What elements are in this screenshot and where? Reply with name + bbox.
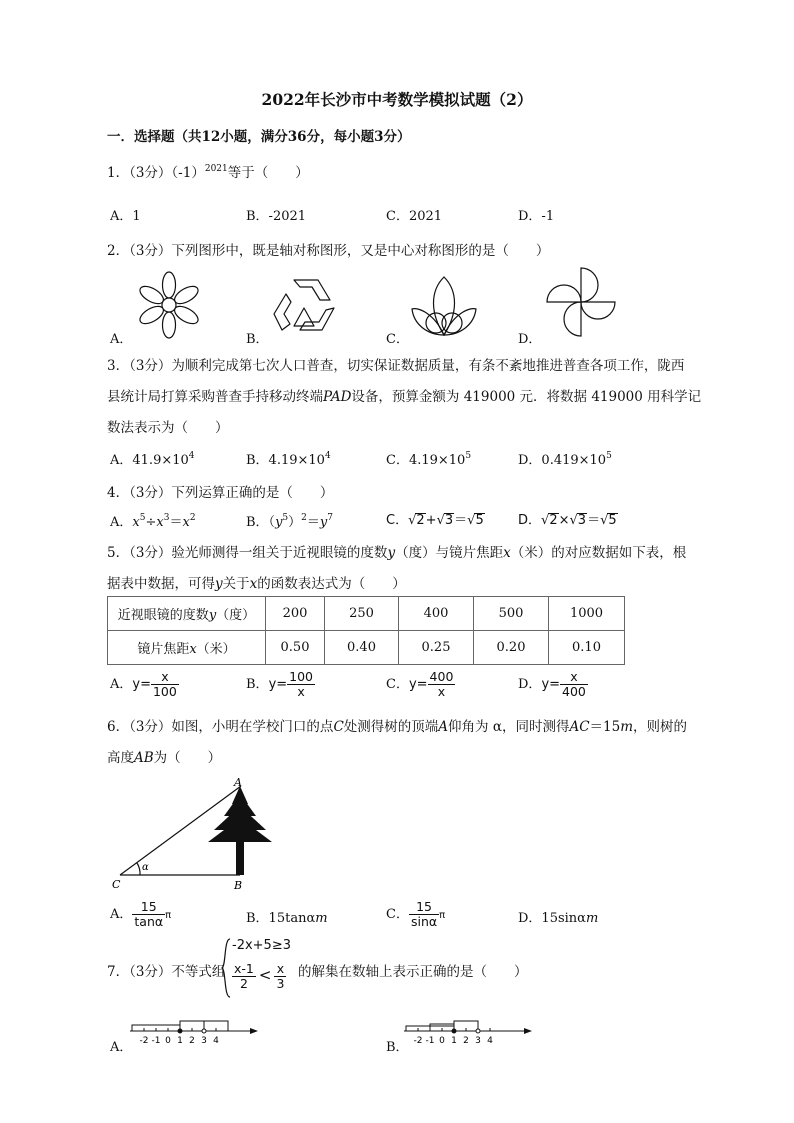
- tick-label: 1: [177, 1036, 183, 1046]
- q4-option-d[interactable]: D．√2×√3＝√5: [518, 513, 617, 528]
- pinwheel-figure: [545, 266, 617, 338]
- q4-b-eq: ＝: [306, 515, 320, 530]
- q3-option-a[interactable]: [110, 449, 195, 468]
- number-line-a: [130, 1010, 262, 1046]
- q1-exponent: 2021: [204, 164, 228, 174]
- q4-b-mid: ）: [288, 515, 302, 530]
- q6-c-num: 15: [409, 900, 439, 915]
- q5-c-num: 400: [429, 669, 454, 684]
- q7-option-b[interactable]: B．: [386, 1040, 409, 1055]
- header-var: y: [208, 608, 217, 623]
- tick-label: 4: [213, 1036, 219, 1046]
- q5-a-label: A．: [110, 677, 133, 692]
- q6-a-num: 15: [132, 900, 165, 915]
- q6-c-fraction: [409, 900, 439, 929]
- q4-a-e3: 2: [189, 513, 196, 523]
- q5-c-lhs: y=: [408, 677, 428, 692]
- q4-a-e2: 3: [163, 513, 170, 523]
- q5-d-fraction: [560, 670, 588, 699]
- q5-d-den: 400: [562, 684, 586, 699]
- q5-a-den: 100: [152, 684, 177, 699]
- table-cell: 250: [325, 597, 399, 631]
- q6-option-d[interactable]: [518, 907, 598, 926]
- q4-b-e2: 2: [301, 513, 307, 523]
- recycle-figure: [272, 278, 340, 340]
- q5-d-label: D．: [518, 677, 542, 692]
- tick-label: 4: [487, 1036, 493, 1046]
- q5-option-b[interactable]: [246, 670, 315, 699]
- q6-seg-ab: AB: [134, 750, 154, 766]
- tick-label: 1: [451, 1036, 457, 1046]
- axis-arrow: [250, 1028, 258, 1034]
- q6-line-1e: ，则树的: [633, 719, 688, 735]
- q6-line-1: [107, 715, 687, 735]
- q4-a-x2: x: [156, 515, 164, 530]
- header-text: 镜片焦距: [137, 642, 190, 657]
- endpoint-dot: [476, 1029, 480, 1033]
- tick-label: 0: [165, 1036, 171, 1046]
- q4-c-label: C．: [386, 513, 409, 528]
- q5-line-2: [107, 572, 406, 592]
- q4-d-r1: 2: [549, 513, 558, 528]
- q4-b-y1: y: [275, 515, 283, 530]
- q5-a-lhs: y=: [132, 677, 151, 692]
- q5-line-1b: （度）与镜片焦距: [395, 545, 504, 561]
- tree-triangle-figure: [110, 772, 280, 894]
- q4-b-e3: 7: [327, 513, 334, 523]
- q4-a-e1: 5: [139, 513, 146, 523]
- q7-inequality-1: -2x+5≥3: [232, 938, 291, 953]
- q3-pad: PAD: [323, 389, 352, 405]
- q7-right-den: 3: [276, 976, 285, 991]
- q6-line-2b: 为（ ）: [153, 750, 222, 766]
- q3-c-label: C．4.19×10: [386, 453, 466, 468]
- lotus-figure: [408, 273, 480, 339]
- q2-option-a[interactable]: A．: [110, 332, 133, 347]
- q4-c-r2: 3: [444, 513, 454, 528]
- q5-b-fraction: [287, 670, 315, 699]
- q5-line-2a: 据表中数据，可得: [107, 576, 215, 592]
- q1-option-b[interactable]: B．-2021: [246, 209, 307, 224]
- q4-d-label: D．: [518, 513, 542, 528]
- q7-lt: <: [258, 966, 272, 984]
- q7-right-fraction: [274, 962, 286, 991]
- q5-line-2b: 关于: [222, 576, 250, 592]
- q6-point-a: A: [438, 719, 449, 735]
- tick-label: 3: [201, 1036, 207, 1046]
- q7-right-num: x: [274, 962, 286, 977]
- q5-b-num: 100: [289, 669, 314, 684]
- label-alpha: α: [142, 862, 149, 873]
- q2-option-c[interactable]: C．: [386, 332, 409, 347]
- tick-label: -1: [151, 1036, 161, 1046]
- label-a: A: [234, 776, 242, 789]
- q4-c-eq: ＝: [454, 513, 468, 528]
- q4-a-eq: ＝: [169, 515, 183, 530]
- table-cell: 0.40: [325, 631, 399, 665]
- q6-line-2a: 高度: [107, 750, 134, 766]
- q5-line-1: [107, 541, 686, 561]
- q2-option-d[interactable]: D．: [518, 332, 542, 347]
- header-text: 近视眼镜的度数: [117, 608, 209, 623]
- table-cell: 1000: [549, 597, 625, 631]
- q3-option-c[interactable]: [386, 449, 471, 468]
- q7-option-a[interactable]: A．: [110, 1040, 133, 1055]
- q7-left-den: 2: [239, 976, 248, 991]
- table-cell: 0.10: [549, 631, 625, 665]
- q5-var-y2: y: [215, 576, 223, 592]
- table-row-header: [108, 597, 266, 631]
- question-1: [107, 161, 309, 181]
- table-row: [108, 631, 625, 665]
- q7-brace: [221, 938, 231, 998]
- q1-option-a[interactable]: A．1: [110, 209, 141, 224]
- endpoint-dot: [452, 1029, 456, 1033]
- table-row-header: [108, 631, 266, 665]
- table-cell: 0.50: [266, 631, 325, 665]
- q5-b-den: x: [297, 684, 305, 699]
- endpoint-dot: [202, 1029, 206, 1033]
- q5-option-d[interactable]: [518, 670, 588, 699]
- q5-b-label: B．: [246, 677, 269, 692]
- q6-c-tail: π: [439, 910, 446, 921]
- question-2: 2．（3分）下列图形中，既是轴对称图形，又是中心对称图形的是（ ）: [107, 243, 550, 259]
- number-line-b: [404, 1010, 536, 1046]
- q5-c-label: C．: [386, 677, 409, 692]
- q6-line-2: [107, 746, 221, 766]
- angle-arc: [137, 863, 140, 875]
- q5-a-num: x: [151, 670, 179, 685]
- label-b: B: [234, 879, 243, 892]
- header-unit: （米）: [196, 642, 236, 657]
- q1-option-d[interactable]: D．-1: [518, 209, 555, 224]
- q5-var-y: y: [387, 545, 396, 561]
- q6-c-den: sinα: [410, 914, 438, 929]
- hypotenuse-ca: [120, 786, 241, 875]
- q3-d-label: D．0.419×10: [518, 453, 607, 468]
- q4-b-label: B．（: [246, 515, 276, 530]
- q4-c-r1: 2: [416, 513, 425, 528]
- q5-option-c[interactable]: [386, 670, 455, 699]
- tick-label: -2: [413, 1036, 423, 1046]
- q7-inequality-2: [232, 962, 286, 991]
- q6-a-tail: π: [165, 910, 172, 921]
- q6-line-1a: 6．（3分）如图，小明在学校门口的点: [107, 719, 334, 735]
- q6-d-text: D．15sinα: [518, 911, 586, 926]
- q5-line-1a: 5．（3分）验光师测得一组关于近视眼镜的度数: [107, 545, 388, 561]
- table-cell: 200: [266, 597, 325, 631]
- q3-option-d[interactable]: [518, 449, 612, 468]
- tick-label: 2: [189, 1036, 195, 1046]
- page-title: 2022年长沙市中考数学模拟试题（2）: [261, 90, 533, 109]
- q6-point-c: C: [333, 719, 344, 735]
- q3-c-exp: 5: [465, 451, 472, 461]
- q4-d-r3: 5: [608, 513, 617, 528]
- q2-option-b[interactable]: B．: [246, 332, 269, 347]
- q7-lead: 7．（3分）不等式组: [107, 964, 226, 980]
- tick-label: -2: [139, 1036, 149, 1046]
- label-c: C: [112, 878, 121, 891]
- q5-d-lhs: y=: [541, 677, 561, 692]
- table-cell: 0.20: [474, 631, 549, 665]
- q6-unit-m: m: [620, 719, 634, 735]
- question-4: 4．（3分）下列运算正确的是（ ）: [107, 485, 334, 501]
- q6-a-fraction: [132, 900, 165, 929]
- q3-b-label: B．4.19×10: [246, 453, 325, 468]
- q4-a-x3: x: [182, 515, 190, 530]
- q5-line-2c: 的函数表达式为（ ）: [257, 576, 406, 592]
- header-var: x: [189, 642, 197, 657]
- q5-line-1c: （米）的对应数据如下表，根: [510, 545, 687, 561]
- flower-figure: [132, 268, 206, 342]
- q6-b-unit: m: [315, 911, 328, 926]
- q4-option-b[interactable]: [246, 511, 333, 530]
- q3-line-2: [107, 385, 701, 405]
- table-row: [108, 597, 625, 631]
- q6-a-den: tanα: [134, 914, 164, 929]
- q4-d-times: ×: [558, 513, 570, 528]
- q3-line-1: 3．（3分）为顺利完成第七次人口普查，切实保证数据质量，有条不紊地推进普查各项工作，陇西: [107, 358, 685, 374]
- q1-lead: 1．（3分）（-1）: [107, 165, 205, 181]
- q4-c-r3: 5: [475, 513, 484, 528]
- q4-d-r2: 3: [577, 513, 587, 528]
- q6-b-text: B．15tanα: [246, 911, 316, 926]
- q6-option-a[interactable]: [110, 900, 171, 929]
- q5-data-table: [107, 596, 625, 665]
- tree-icon: [208, 786, 272, 875]
- q7-left-fraction: [232, 962, 256, 991]
- q3-line-2c: 设备，预算金额为 419000 元．将数据 419000 用科学记: [351, 389, 702, 405]
- q5-option-a[interactable]: [110, 670, 179, 699]
- q4-d-eq: ＝: [587, 513, 601, 528]
- axis-arrow: [524, 1028, 532, 1034]
- q4-a-x1: x: [132, 515, 140, 530]
- q4-c-plus: +: [425, 513, 437, 528]
- q6-seg-ac: AC: [569, 719, 590, 735]
- q3-option-b[interactable]: [246, 449, 331, 468]
- q6-line-1b: 处测得树的顶端: [343, 719, 439, 735]
- q1-tail: 等于（ ）: [227, 165, 309, 181]
- q7-tail: 的解集在数轴上表示正确的是（ ）: [298, 964, 528, 980]
- q4-option-a[interactable]: [110, 511, 196, 530]
- section-heading: 一．选择题（共12小题，满分36分，每小题3分）: [107, 129, 411, 145]
- q5-d-num: x: [560, 670, 588, 685]
- q4-b-e1: 5: [282, 513, 289, 523]
- q6-a-label: A．: [110, 907, 133, 922]
- q7-left-num: x-1: [234, 961, 254, 976]
- q5-b-lhs: y=: [268, 677, 288, 692]
- q3-d-exp: 5: [606, 451, 612, 461]
- q4-b-y2: y: [319, 515, 328, 530]
- q4-a-label: A．: [110, 515, 133, 530]
- table-cell: 500: [474, 597, 549, 631]
- tick-label: -1: [425, 1036, 435, 1046]
- q6-line-1d: ＝15: [589, 719, 621, 735]
- tick-label: 0: [439, 1036, 445, 1046]
- q6-d-unit: m: [585, 911, 599, 926]
- q6-option-c[interactable]: [386, 900, 445, 929]
- q5-c-fraction: [428, 670, 456, 699]
- q4-a-div: ÷: [145, 515, 157, 530]
- q3-b-exp: 4: [324, 451, 331, 461]
- header-unit: （度）: [216, 608, 256, 623]
- q5-var-x2: x: [249, 576, 258, 592]
- q6-option-b[interactable]: [246, 907, 328, 926]
- q5-var-x: x: [503, 545, 511, 561]
- q6-line-1c: 仰角为 α，同时测得: [448, 719, 570, 735]
- q3-line-3: 数法表示为（ ）: [107, 420, 229, 436]
- tick-label: 2: [463, 1036, 469, 1046]
- table-cell: 400: [399, 597, 474, 631]
- q6-c-label: C．: [386, 907, 409, 922]
- q3-a-exp: 4: [188, 451, 195, 461]
- q5-a-fraction: [151, 670, 179, 699]
- endpoint-dot: [178, 1029, 182, 1033]
- q3-line-2a: 县统计局打算采购普查手持移动终端: [107, 389, 323, 405]
- q1-option-c[interactable]: C．2021: [386, 209, 443, 224]
- table-cell: 0.25: [399, 631, 474, 665]
- tick-label: 3: [475, 1036, 481, 1046]
- q4-option-c[interactable]: C．√2+√3＝√5: [386, 513, 484, 528]
- q5-c-den: x: [437, 684, 446, 699]
- q3-a-label: A．41.9×10: [110, 453, 189, 468]
